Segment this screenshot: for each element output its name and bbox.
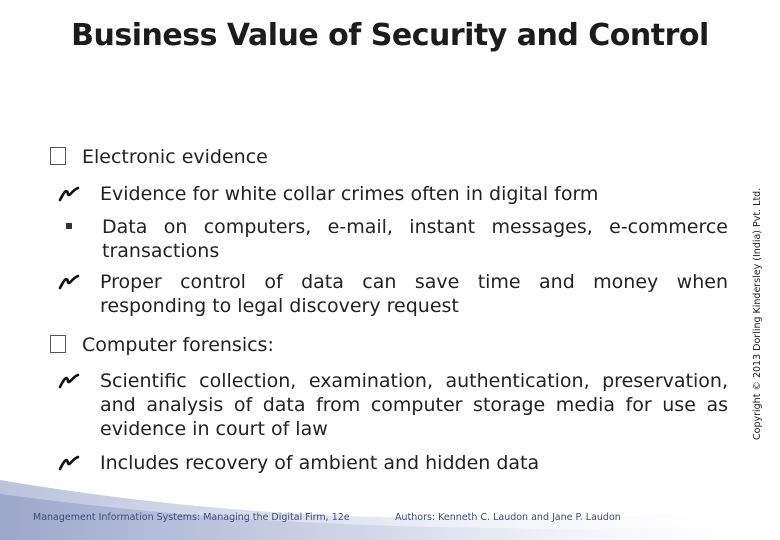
footer-wave-decoration [0,480,780,540]
section-heading-electronic-evidence [50,146,268,168]
copyright-notice: Copyright © 2013 Dorling Kindersley (India) Pvt. Ltd. [752,187,763,440]
section-heading-computer-forensics [50,334,274,356]
swirl-bullet-icon [58,272,80,290]
list-item [58,182,728,206]
square-bullet-icon [66,223,72,229]
swirl-bullet-icon [58,371,80,389]
list-item [58,451,728,475]
section-heading-label: Electronic evidence [82,146,268,168]
footer-book-title: Management Information Systems: Managing the Digital Firm, 12e [33,512,350,523]
list-item-text: Includes recovery of ambient and hidden data [100,452,540,474]
sub-list-item [66,215,728,263]
list-item-text: Evidence for white collar crimes often in digital form [100,183,599,205]
footer [0,480,780,540]
list-item [58,369,728,441]
checkbox-bullet-icon [50,335,66,353]
footer-authors: Authors: Kenneth C. Laudon and Jane P. Laudon [395,512,621,523]
slide-title: Business Value of Security and Control [71,18,709,53]
list-item [58,270,728,318]
swirl-bullet-icon [58,184,80,202]
swirl-bullet-icon [58,453,80,471]
list-item-text: Proper control of data can save time and money when responding to legal discovery request [100,271,728,317]
checkbox-bullet-icon [50,147,66,165]
section-heading-label: Computer forensics: [82,334,274,356]
sub-list-item-text: Data on computers, e-mail, instant messages, e-commerce transactions [102,216,728,262]
list-item-text: Scientific collection, examination, authentication, preservation, and analysis of data from computer storage media for use as evidence in court of law [100,370,728,440]
